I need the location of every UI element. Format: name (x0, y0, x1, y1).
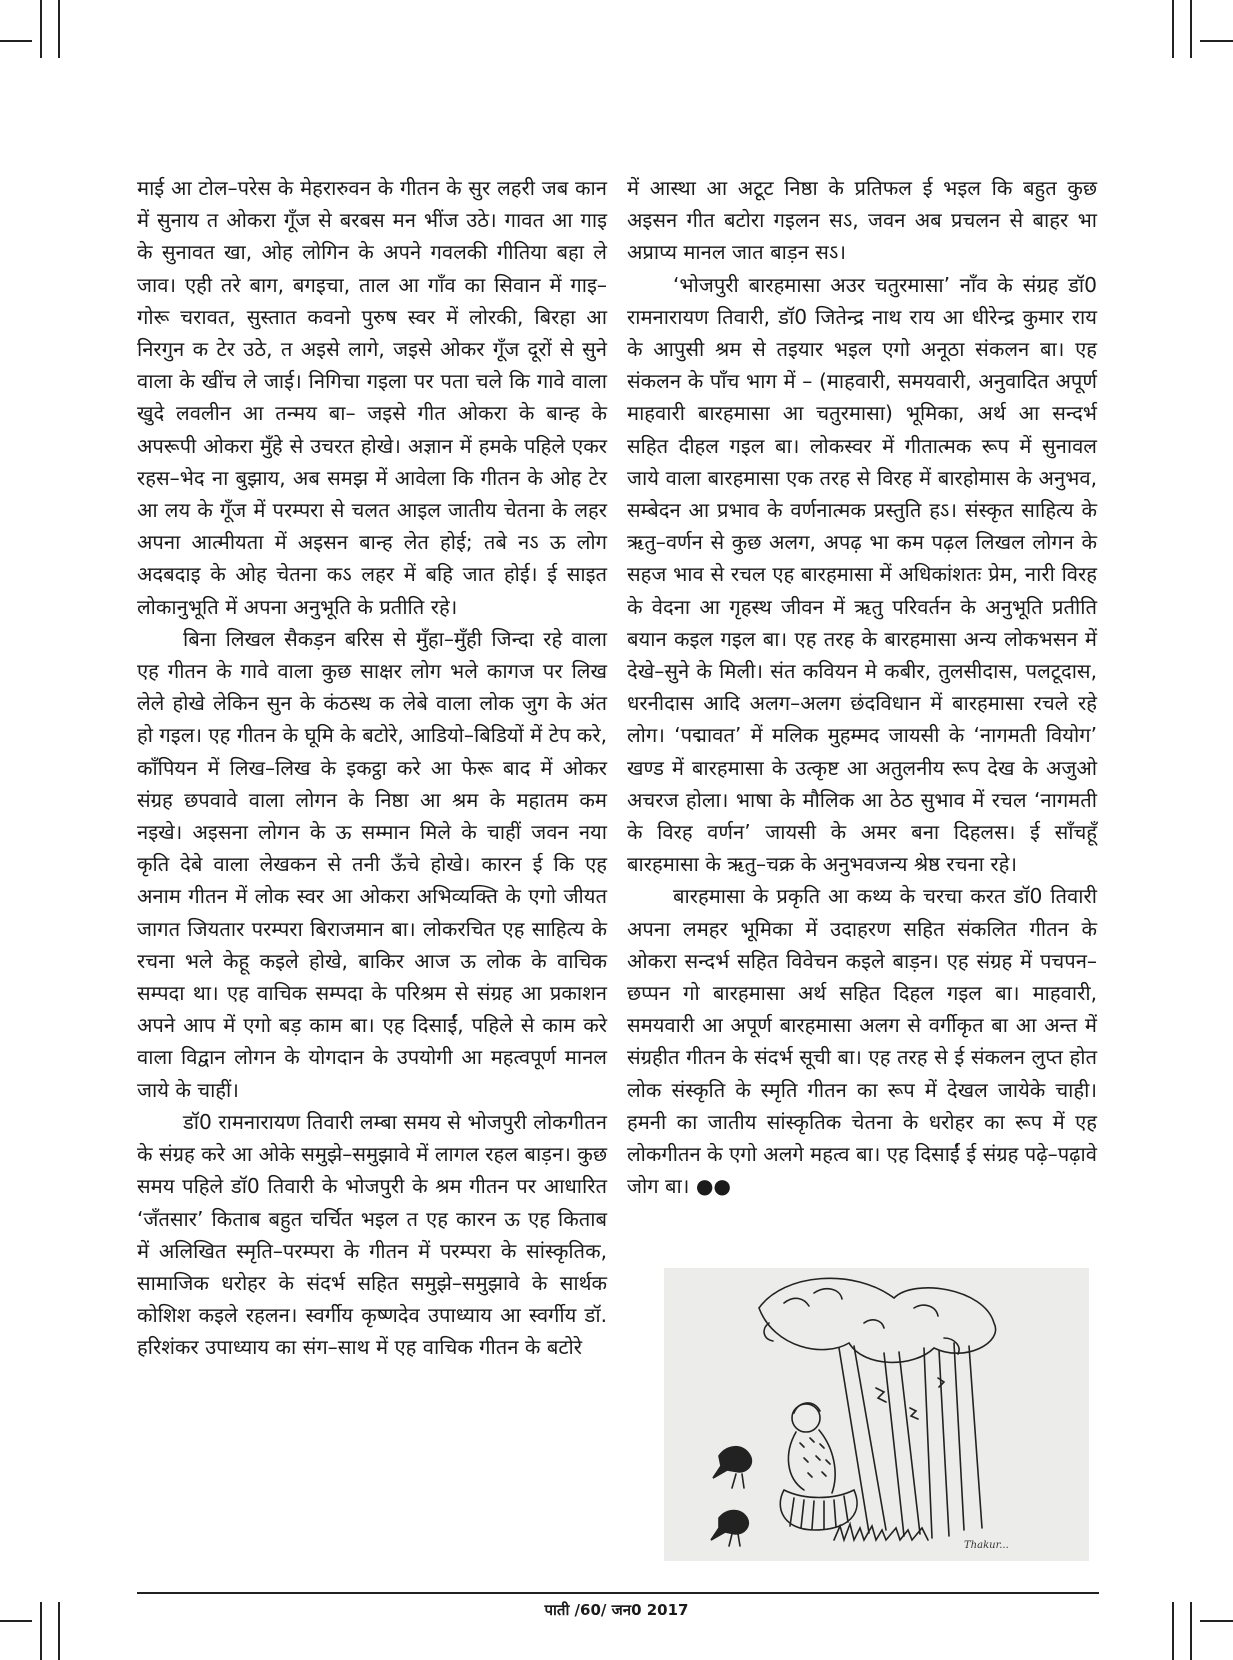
paragraph: डॉ0 रामनारायण तिवारी लम्बा समय से भोजपुरी लोकगीतन के संग्रह करे आ ओके समुझे–समुझावे में लागल रहल बाड़न। कुछ समय पहिले डॉ0 तिवारी के भोजपुरी के श्रम गीतन पर आधारित ‘जँतसार’ किताब बहुत चर्चित भइल त एह कारन ऊ एह किताब में अलिखित स्मृति–परम्परा के गीतन में परम्परा के सांस्कृतिक, सामाजिक धरोहर के संदर्भ सहित समुझे–समुझावे के सार्थक कोशिश कइले रहलन। स्वर्गीय कृष्णदेव उपाध्याय आ स्वर्गीय डॉ. हरिशंकर उपाध्याय का संग–साथ में एह वाचिक गीतन के बटोरे (137, 1109, 608, 1360)
artist-signature: Thakur... (964, 1540, 1009, 1551)
crop-mark (1190, 0, 1192, 58)
paragraph: बारहमासा के प्रकृति आ कथ्य के चरचा करत डॉ0 तिवारी अपना लमहर भूमिका में उदाहरण सहित संकलित गीतन के ओकरा सन्दर्भ सहित विवेचन कइले बाड़न। एह संग्रह में पचपन–छप्पन गो बारहमासा अर्थ सहित दिहल गइल बा। माहवारी, समयवारी आ अपूर्ण बारहमासा अलग से वर्गीकृत बा आ अन्त में संग्रहीत गीतन के संदर्भ सूची बा। एह तरह से ई संकलन लुप्त होत लोक संस्कृति के स्मृति गीतन का रूप में देखल जायेके चाही। हमनी का जातीय सांस्कृतिक चेतना के धरोहर का रूप में एह लोकगीतन के एगो अलगे महत्व बा। एह दिसाईं ई संग्रह पढ़े–पढ़ावे जोग बा। ●● (627, 884, 1097, 1199)
crop-mark (58, 0, 60, 58)
illustration (664, 1268, 1089, 1561)
paragraph: बिना लिखल सैकड़न बरिस से मुँहा–मुँही जिन्दा रहे वाला एह गीतन के गावे वाला कुछ साक्षर लोग भले कागज पर लिख लेले होखे लेकिन सुन के कंठस्थ क लेबे वाला लोक जुग के अंत हो गइल। एह गीतन के घूमि के बटोरे, आडियो–बिडियों में टेप करे, काँपियन में लिख–लिख के इकट्ठा करे आ फेरू बाद में ओकर संग्रह छपवावे वाला लोगन के निष्ठा आ श्रम के महातम कम नइखे। अइसना लोगन के ऊ सम्मान मिले के चाहीं जवन नया कृति देबे वाला लेखकन से तनी ऊँचे होखे। कारन ई कि एह अनाम गीतन में लोक स्वर आ ओकरा अभिव्यक्ति के एगो जीयत जागत जियतार परम्परा बिराजमान बा। लोकरचित एह साहित्य के रचना भले केहू कइले होखे, बाकिर आज ऊ लोक के वाचिक सम्पदा था। एह वाचिक सम्पदा के परिश्रम से संग्रह आ प्रकाशन अपने आप में एगो बड़ काम बा। एह दिसाईं, पहिले से काम करे वाला विद्वान लोगन के योगदान के उपयोगी आ महत्वपूर्ण मानल जाये के चाहीं। (137, 626, 607, 1102)
crop-mark (1172, 0, 1174, 58)
right-column (627, 172, 1097, 1203)
paragraph: ‘भोजपुरी बारहमासा अउर चतुरमासा’ नाँव के संग्रह डॉ0 रामनारायण तिवारी, डॉ0 जितेन्द्र नाथ राय आ धीरेन्द्र कुमार राय के आपुसी श्रम से तइयार भइल एगो अनूठा संकलन बा। एह संकलन के पाँच भाग में – (माहवारी, समयवारी, अनुवादित अपूर्ण माहवारी बारहमासा आ चतुरमासा) भूमिका, अर्थ आ सन्दर्भ सहित दीहल गइल बा। लोकस्वर में गीतात्मक रूप में सुनावल जाये वाला बारहमासा एक तरह से विरह में बारहोमास के अनुभव, सम्बेदन आ प्रभाव के वर्णनात्मक प्रस्तुति हऽ। संस्कृत साहित्य के ऋतु–वर्णन से कुछ अलग, अपढ़ भा कम पढ़ल लिखल लोगन के सहज भाव से रचल एह बारहमासा में अधिकांशतः प्रेम, नारी विरह के वेदना आ गृहस्थ जीवन में ऋतु परिवर्तन के अनुभूति प्रतीति बयान कइल गइल बा। एह तरह के बारहमासा अन्य लोकभसन में देखे–सुने के मिली। संत कवियन मे कबीर, तुलसीदास, पलटूदास, धरनीदास आदि अलग–अलग छंदविधान में बारहमासा रचले रहे लोग। ‘पद्मावत’ में मलिक मुहम्मद जायसी के ‘नागमती वियोग’ खण्ड में बारहमासा के उत्कृष्ट आ अतुलनीय रूप देख के अजुओ अचरज होला। भाषा के मौलिक आ ठेठ सुभाव में रचल ‘नागमती के विरह वर्णन’ जायसी के अमर बना दिहलस। ई साँचहूँ बारहमासा के ऋतु–चक्र के अनुभवजन्य श्रेष्ठ रचना रहे। (627, 272, 1097, 877)
crop-mark (1200, 1620, 1233, 1622)
crop-mark (0, 1620, 32, 1622)
page-footer: पाती /60/ जन0 2017 (544, 1601, 689, 1619)
footer-rule (137, 1592, 1099, 1594)
tree-and-woman-sketch (664, 1268, 1089, 1561)
left-column (137, 172, 607, 1364)
crop-mark (40, 0, 42, 58)
crop-mark (0, 40, 32, 42)
paragraph: में आस्था आ अटूट निष्ठा के प्रतिफल ई भइल कि बहुत कुछ अइसन गीत बटोरा गइलन सऽ, जवन अब प्रचलन से बाहर भा अप्राप्य मानल जात बाड़न सऽ। (627, 176, 1097, 265)
paragraph: माई आ टोल–परेस के मेहरारुवन के गीतन के सुर लहरी जब कान में सुनाय त ओकरा गूँज से बरबस मन भींज उठे। गावत आ गाइ के सुनावत खा, ओह लोगिन के अपने गवलकी गीतिया बहा ले जाव। एही तरे बाग, बगइचा, ताल आ गाँव का सिवान में गाइ–गोरू चरावत, सुस्तात कवनो पुरुष स्वर में लोरकी, बिरहा आ निरगुन क टेर उठे, त अइसे लागे, जइसे ओकर गूँज दूरों से सुने वाला के खींच ले जाई। निगिचा गइला पर पता चले कि गावे वाला खुदे लवलीन आ तन्मय बा– जइसे गीत ओकरा के बान्ह के अपरूपी ओकरा मुँहे से उचरत होखे। अज्ञान में हमके पहिले एकर रहस–भेद ना बुझाय, अब समझ में आवेला कि गीतन के ओह टेर आ लय के गूँज में परम्परा से चलत आइल जातीय चेतना के लहर अपना आत्मीयता में अइसन बान्ह लेत होई; तबे नऽ ऊ लोग अदबदाइ के ओह चेतना कऽ लहर में बहि जात होई। ई साइत लोकानुभूति में अपना अनुभूति के प्रतीति रहे। (137, 176, 607, 619)
crop-mark (1200, 40, 1233, 42)
